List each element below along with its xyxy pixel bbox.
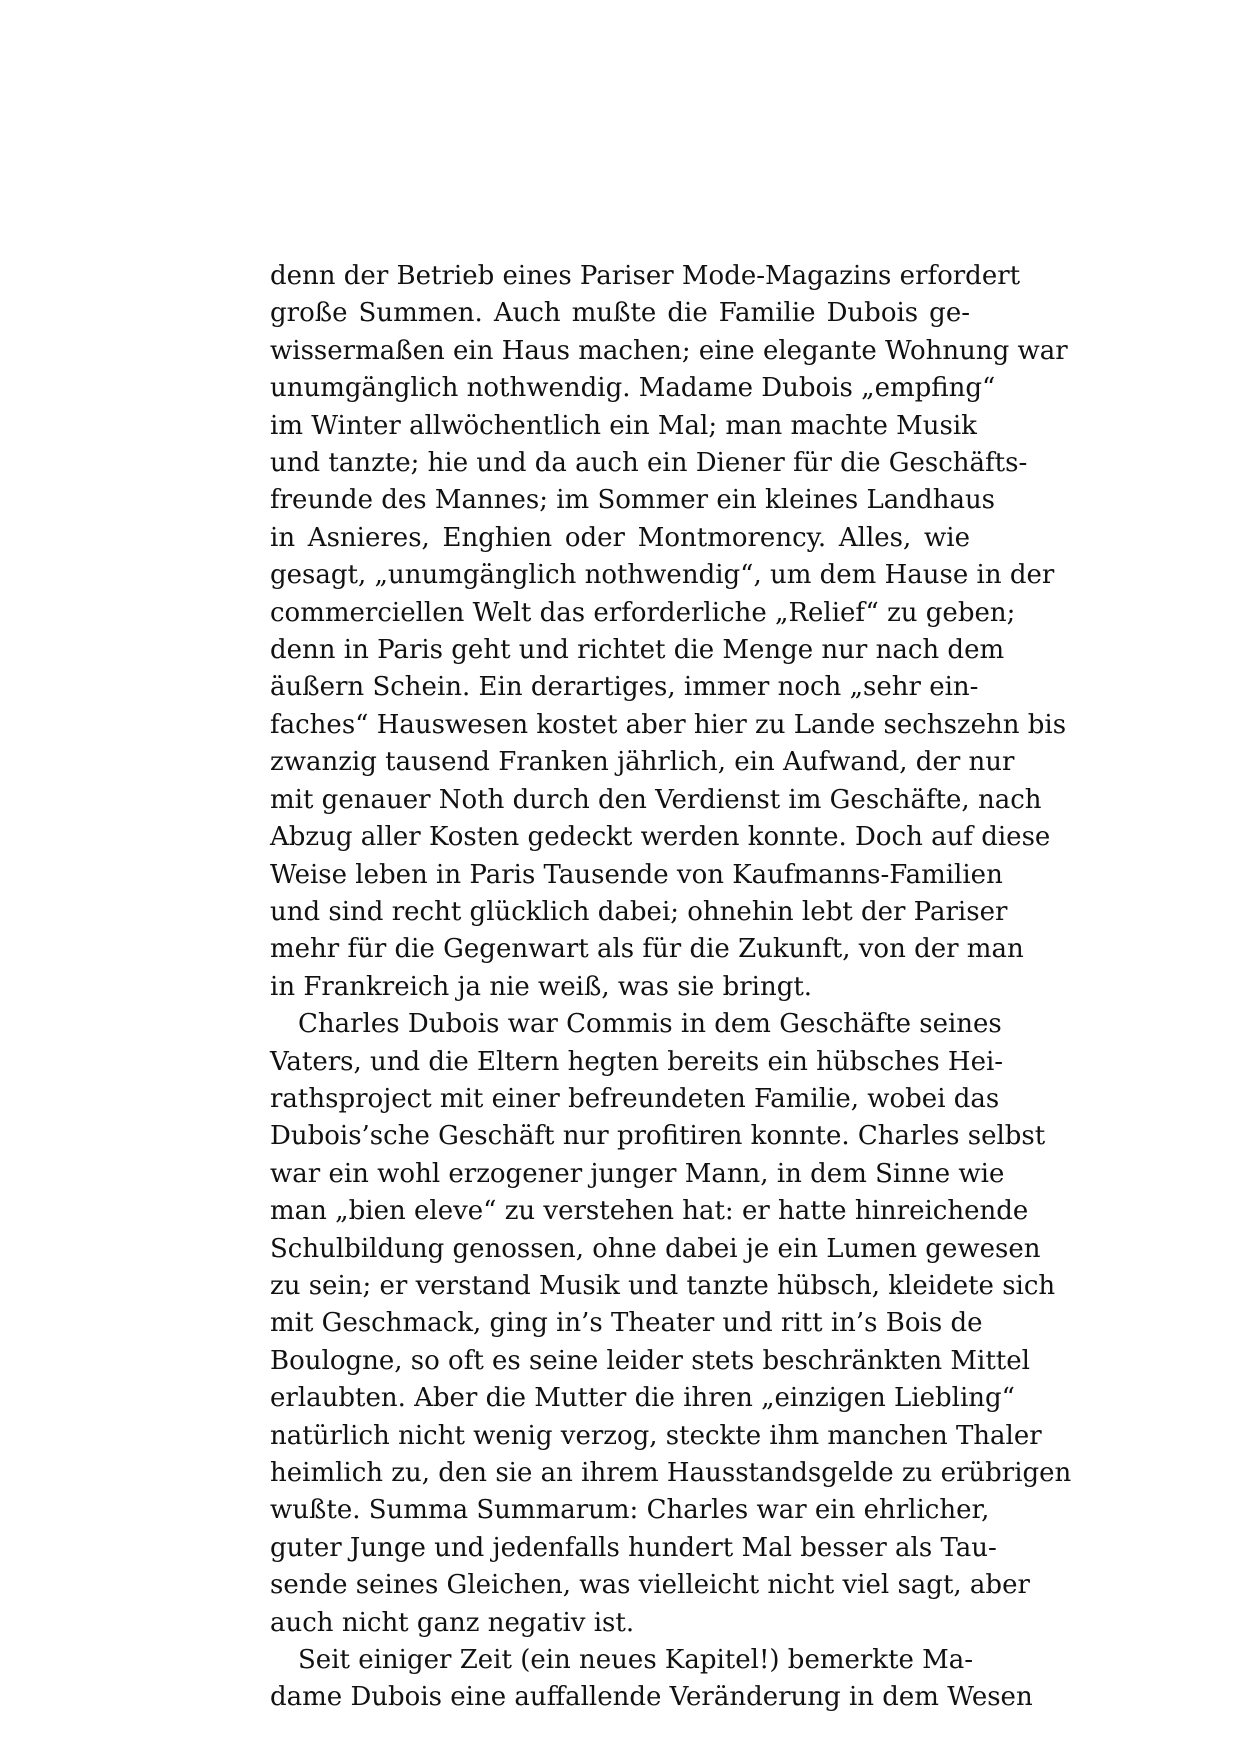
text-line: man „bien eleve“ zu verstehen hat: er hatte hinreichende bbox=[270, 1196, 1029, 1227]
text-line: im Winter allwöchentlich ein Mal; man machte Musik bbox=[270, 410, 977, 441]
text-line: mit Geschmack, ging in’s Theater und ritt in’s Bois de bbox=[270, 1308, 983, 1339]
text-line: heimlich zu, den sie an ihrem Hausstandsgelde zu erübrigen bbox=[270, 1458, 1072, 1488]
text-line: unumgänglich nothwendig. Madame Dubois „empfing“ bbox=[270, 373, 996, 404]
text-line: guter Junge und jedenfalls hundert Mal besser als Tau- bbox=[270, 1532, 997, 1563]
text-line: dame Dubois eine auffallende Veränderung in dem Wesen bbox=[270, 1682, 1033, 1713]
text-line: Boulogne, so oft es seine leider stets beschränkten Mittel bbox=[270, 1345, 1030, 1376]
text-line: große Summen. Auch mußte die Familie Dubois ge- bbox=[270, 298, 970, 329]
text-line: denn der Betrieb eines Pariser Mode-Magazins erfordert bbox=[270, 261, 1021, 291]
text-line: gesagt, „unumgänglich nothwendig“, um dem Hause in der bbox=[270, 560, 1055, 591]
text-line: und sind recht glücklich dabei; ohnehin lebt der Pariser bbox=[270, 896, 1008, 927]
text-line: in Frankreich ja nie weiß, was sie bringt. bbox=[270, 971, 813, 1002]
text-line: commerciellen Welt das erforderliche „Relief“ zu geben; bbox=[270, 597, 1016, 628]
text-line: Charles Dubois war Commis in dem Geschäfte seines bbox=[298, 1009, 1002, 1040]
text-line: zu sein; er verstand Musik und tanzte hübsch, kleidete sich bbox=[270, 1270, 1056, 1301]
text-line: und tanzte; hie und da auch ein Diener für die Geschäfts- bbox=[270, 448, 1028, 479]
text-line: rathsproject mit einer befreundeten Familie, wobei das bbox=[270, 1083, 1000, 1114]
text-line: zwanzig tausend Franken jährlich, ein Aufwand, der nur bbox=[270, 747, 1015, 778]
paragraph-1 bbox=[270, 258, 1068, 1006]
paragraph-3 bbox=[270, 1642, 1033, 1717]
text-line: erlaubten. Aber die Mutter die ihren „einzigen Liebling“ bbox=[270, 1383, 1015, 1414]
text-line: Vaters, und die Eltern hegten bereits ein hübsches Hei- bbox=[270, 1046, 1004, 1077]
text-line: war ein wohl erzogener junger Mann, in dem Sinne wie bbox=[270, 1158, 1005, 1189]
text-line: mehr für die Gegenwart als für die Zukunft, von der man bbox=[270, 934, 1024, 965]
text-line: wußte. Summa Summarum: Charles war ein ehrlicher, bbox=[270, 1495, 990, 1526]
text-line: natürlich nicht wenig verzog, steckte ihm manchen Thaler bbox=[270, 1420, 1042, 1451]
text-line: freunde des Mannes; im Sommer ein kleines Landhaus bbox=[270, 485, 996, 516]
text-line: Seit einiger Zeit (ein neues Kapitel!) bemerkte Ma- bbox=[298, 1645, 974, 1676]
text-line: sende seines Gleichen, was vielleicht nicht viel sagt, aber bbox=[270, 1570, 1030, 1601]
text-line: in Asnieres, Enghien oder Montmorency. Alles, wie bbox=[270, 522, 970, 553]
text-line: Weise leben in Paris Tausende von Kaufmanns-Familien bbox=[270, 859, 1003, 890]
text-line: Abzug aller Kosten gedeckt werden konnte. Doch auf diese bbox=[270, 822, 1051, 853]
text-line: äußern Schein. Ein derartiges, immer noch „sehr ein- bbox=[270, 672, 979, 703]
paragraph-2 bbox=[270, 1006, 1072, 1642]
text-line: auch nicht ganz negativ ist. bbox=[270, 1607, 635, 1638]
text-line: denn in Paris geht und richtet die Menge nur nach dem bbox=[270, 635, 1005, 666]
text-line: Dubois’sche Geschäft nur profitiren konnte. Charles selbst bbox=[270, 1121, 1046, 1152]
text-line: faches“ Hauswesen kostet aber hier zu Lande sechszehn bis bbox=[270, 709, 1067, 740]
text-line: Schulbildung genossen, ohne dabei je ein Lumen gewesen bbox=[270, 1233, 1041, 1264]
body-text bbox=[270, 258, 1072, 1717]
text-line: wissermaßen ein Haus machen; eine elegante Wohnung war bbox=[270, 335, 1068, 366]
text-line: mit genauer Noth durch den Verdienst im Geschäfte, nach bbox=[270, 784, 1042, 815]
